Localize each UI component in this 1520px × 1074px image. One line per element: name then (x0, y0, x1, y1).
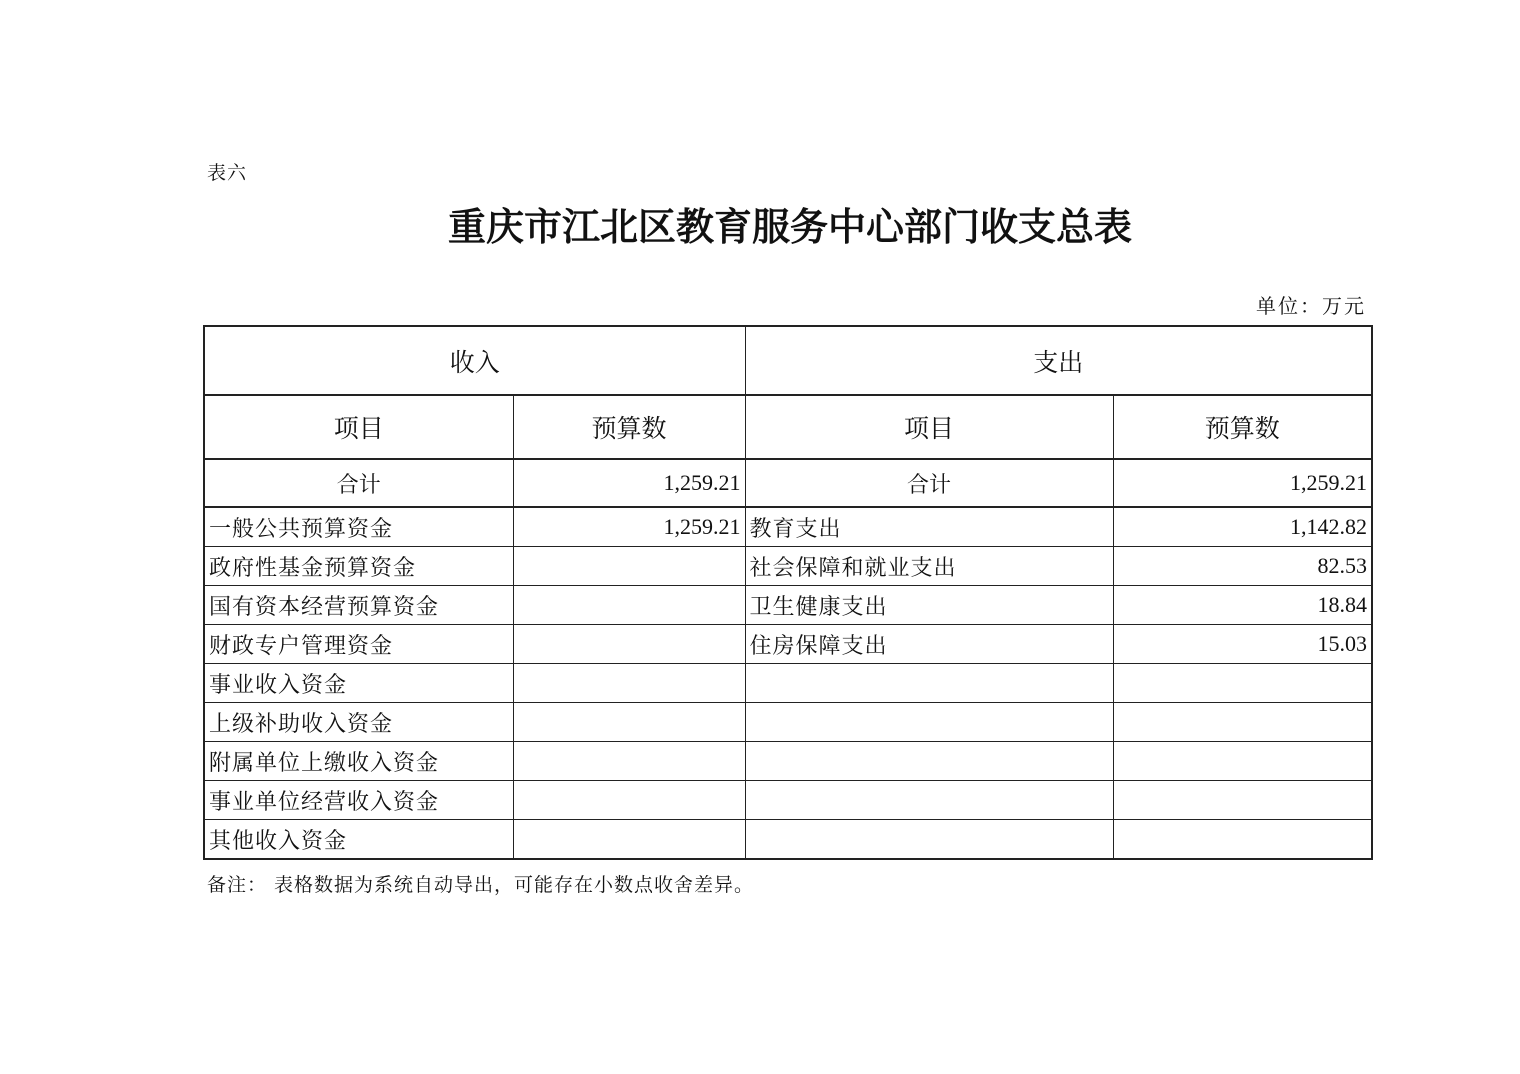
income-value-cell (513, 703, 745, 742)
income-value-cell (513, 586, 745, 625)
table-row (204, 703, 1372, 742)
table-body (204, 507, 1372, 859)
income-item-cell: 财政专户管理资金 (204, 625, 513, 664)
income-header: 收入 (204, 326, 745, 395)
income-item-header: 项目 (204, 395, 513, 459)
expense-value-cell (1113, 664, 1372, 703)
expense-item-cell: 住房保障支出 (745, 625, 1113, 664)
income-total-label: 合计 (204, 459, 513, 507)
table-number: 表六 (207, 162, 248, 184)
income-value-cell (513, 742, 745, 781)
income-total-value: 1,259.21 (513, 459, 745, 507)
expense-value-cell: 82.53 (1113, 547, 1372, 586)
expense-item-cell (745, 703, 1113, 742)
expense-item-cell (745, 820, 1113, 860)
table-row (204, 742, 1372, 781)
expense-value-cell (1113, 781, 1372, 820)
footnote: 备注： 表格数据为系统自动导出，可能存在小数点收舍差异。 (207, 874, 755, 896)
expense-total-label: 合计 (745, 459, 1113, 507)
expense-item-cell: 卫生健康支出 (745, 586, 1113, 625)
table-row (204, 586, 1372, 625)
income-budget-header: 预算数 (513, 395, 745, 459)
budget-table (203, 325, 1373, 860)
income-value-cell (513, 820, 745, 860)
expense-value-cell: 1,142.82 (1113, 507, 1372, 547)
table-row (204, 820, 1372, 860)
group-header-row (204, 326, 1372, 395)
income-item-cell: 国有资本经营预算资金 (204, 586, 513, 625)
expense-value-cell (1113, 820, 1372, 860)
expense-item-cell: 教育支出 (745, 507, 1113, 547)
column-header-row (204, 395, 1372, 459)
page-title: 重庆市江北区教育服务中心部门收支总表 (447, 204, 1132, 249)
income-value-cell (513, 625, 745, 664)
expense-item-cell (745, 781, 1113, 820)
income-value-cell: 1,259.21 (513, 507, 745, 547)
expense-item-header: 项目 (745, 395, 1113, 459)
expense-item-cell: 社会保障和就业支出 (745, 547, 1113, 586)
income-item-cell: 其他收入资金 (204, 820, 513, 860)
income-value-cell (513, 664, 745, 703)
income-item-cell: 事业单位经营收入资金 (204, 781, 513, 820)
expense-budget-header: 预算数 (1113, 395, 1372, 459)
income-item-cell: 一般公共预算资金 (204, 507, 513, 547)
income-item-cell: 政府性基金预算资金 (204, 547, 513, 586)
income-item-cell: 附属单位上缴收入资金 (204, 742, 513, 781)
expense-value-cell (1113, 703, 1372, 742)
table-row (204, 664, 1372, 703)
total-row (204, 459, 1372, 507)
income-item-cell: 事业收入资金 (204, 664, 513, 703)
expense-item-cell (745, 742, 1113, 781)
table-row (204, 547, 1372, 586)
expense-value-cell: 15.03 (1113, 625, 1372, 664)
income-item-cell: 上级补助收入资金 (204, 703, 513, 742)
table-row (204, 781, 1372, 820)
income-value-cell (513, 547, 745, 586)
expense-total-value: 1,259.21 (1113, 459, 1372, 507)
unit-label: 单位：万元 (1256, 294, 1366, 318)
expense-item-cell (745, 664, 1113, 703)
expense-value-cell (1113, 742, 1372, 781)
expense-header: 支出 (745, 326, 1372, 395)
expense-value-cell: 18.84 (1113, 586, 1372, 625)
table-row (204, 625, 1372, 664)
income-value-cell (513, 781, 745, 820)
table-row (204, 507, 1372, 547)
